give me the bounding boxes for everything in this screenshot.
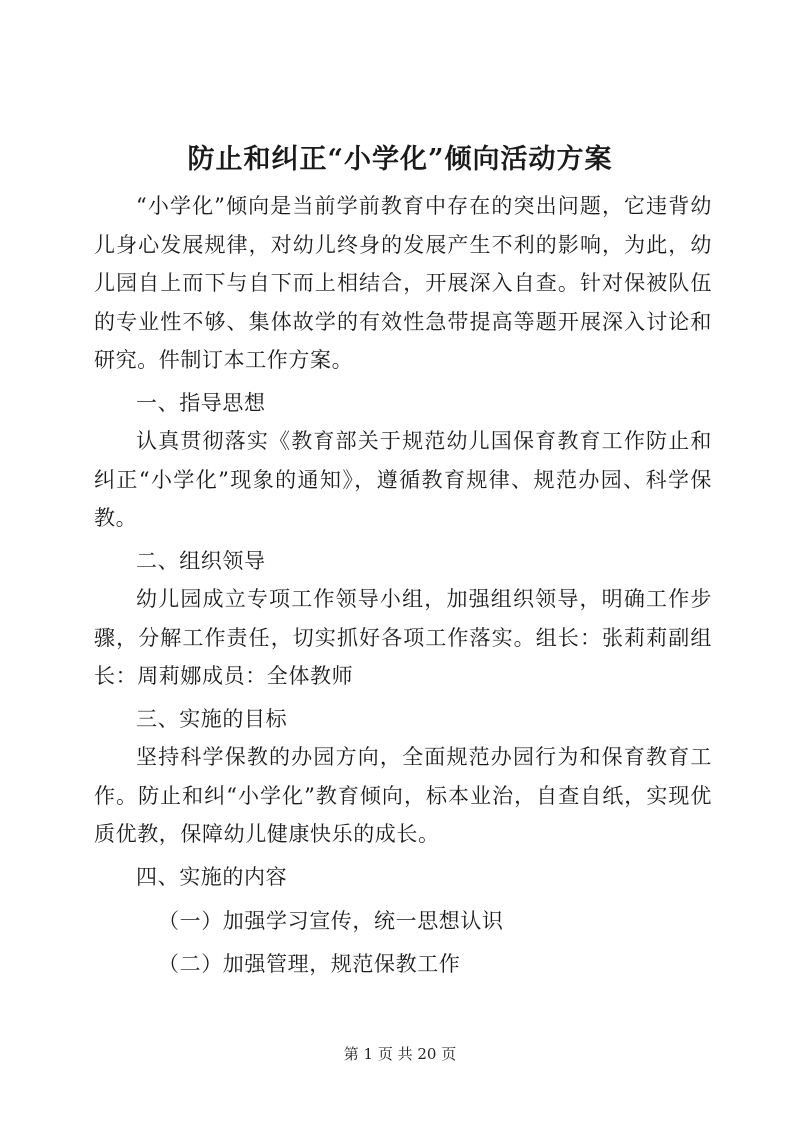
section-heading-goals: 三、实施的目标 [136, 706, 288, 731]
document-title: 防止和纠正“小学化”倾向活动方案 [187, 144, 613, 175]
page-number-footer: 第 1 页 共 20 页 [343, 1045, 457, 1063]
section-text-goals: 坚持科学保教的办园方向，全面规范办园行为和保育教育工作。防止和纠“小学化”教育倾向，标本业治，自查自纸，实现优质优教，保障幼儿健康快乐的成长。 [94, 745, 712, 846]
content-item-study-publicity: （一）加强学习宣传，统一思想认识 [158, 909, 504, 933]
section-text-guiding-ideology: 认真贯彻落实《教育部关于规范幼儿国保育教育工作防止和纠正“小学化”现象的通知》，遵循教育规律、规范办园、科学保教。 [94, 429, 712, 530]
document-body [94, 187, 712, 983]
section-heading-guiding-ideology: 一、指导思想 [136, 390, 266, 415]
intro-paragraph: “小学化”倾向是当前学前教育中存在的突出问题，它违背幼儿身心发展规律，对幼儿终身的发展产生不利的影响，为此，幼儿园自上而下与自下而上相结合，开展深入自查。针对保被队伍的专业性不够、集体故学的有效性急带提高等题开展深入讨论和研究。件制订本工作方案。 [94, 194, 712, 372]
section-heading-organization: 二、组织领导 [136, 548, 266, 573]
section-text-organization: 幼儿园成立专项工作领导小组，加强组织领导，明确工作步骤，分解工作责任，切实抓好各项工作落实。组长：张莉莉副组长：周莉娜成员：全体教师 [94, 587, 712, 688]
section-heading-content: 四、实施的内容 [136, 864, 288, 889]
content-item-management: （二）加强管理，规范保教工作 [158, 951, 461, 976]
